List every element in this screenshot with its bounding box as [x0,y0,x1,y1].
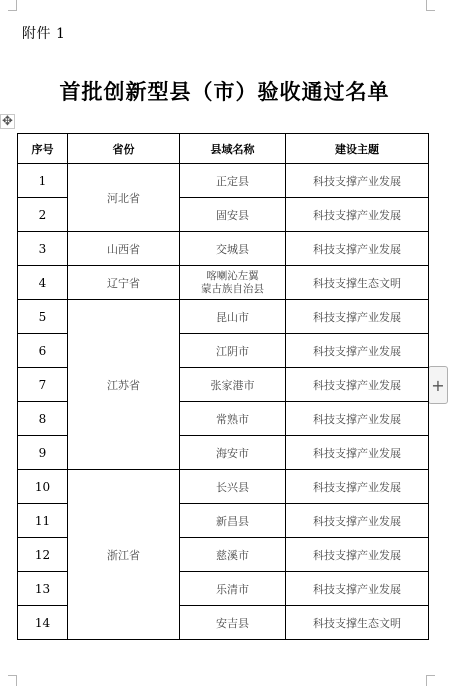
county-name: 新昌县 [180,504,286,538]
serial-no: 1 [18,164,68,198]
theme: 科技支撑产业发展 [286,164,429,198]
theme: 科技支撑生态文明 [286,266,429,300]
table-row [18,232,429,266]
table-row [18,300,429,334]
county-name: 交城县 [180,232,286,266]
county-name: 乐清市 [180,572,286,606]
theme: 科技支撑产业发展 [286,538,429,572]
page-corner-mark-top-right [426,0,435,11]
theme: 科技支撑产业发展 [286,198,429,232]
county-name: 正定县 [180,164,286,198]
page-corner-mark-top-left [8,0,17,11]
table-row [18,164,429,198]
page-corner-mark-bottom-left [8,675,17,686]
theme: 科技支撑产业发展 [286,470,429,504]
header-province: 省份 [68,134,180,164]
theme: 科技支撑产业发展 [286,402,429,436]
county-name: 张家港市 [180,368,286,402]
header-county-name: 县域名称 [180,134,286,164]
county-name: 固安县 [180,198,286,232]
county-name: 常熟市 [180,402,286,436]
theme: 科技支撑产业发展 [286,572,429,606]
plus-icon[interactable]: + [428,366,448,404]
serial-no: 4 [18,266,68,300]
serial-no: 10 [18,470,68,504]
county-name-line-1: 喀喇沁左翼 [206,269,259,282]
theme: 科技支撑产业发展 [286,504,429,538]
theme: 科技支撑产业发展 [286,368,429,402]
document-title: 首批创新型县（市）验收通过名单 [59,79,390,104]
county-name-line-2: 蒙古族自治县 [201,282,264,295]
serial-no: 6 [18,334,68,368]
serial-no: 3 [18,232,68,266]
serial-no: 2 [18,198,68,232]
serial-no: 12 [18,538,68,572]
serial-no: 11 [18,504,68,538]
attachment-label: 附件 1 [22,26,66,42]
theme: 科技支撑产业发展 [286,300,429,334]
page-corner-mark-bottom-right [426,675,435,686]
county-name: 长兴县 [180,470,286,504]
province-cell: 浙江省 [68,470,180,640]
county-name: 安吉县 [180,606,286,640]
county-name [180,266,286,300]
serial-no: 8 [18,402,68,436]
move-arrows-icon[interactable]: ✥ [0,114,15,129]
header-theme: 建设主题 [286,134,429,164]
serial-no: 7 [18,368,68,402]
theme: 科技支撑产业发展 [286,334,429,368]
county-list-table [17,133,429,640]
province-cell: 江苏省 [68,300,180,470]
theme: 科技支撑产业发展 [286,436,429,470]
county-name: 昆山市 [180,300,286,334]
serial-no: 13 [18,572,68,606]
header-serial-no: 序号 [18,134,68,164]
province-cell: 辽宁省 [68,266,180,300]
province-cell: 河北省 [68,164,180,232]
province-cell: 山西省 [68,232,180,266]
county-name: 江阴市 [180,334,286,368]
table-row [18,266,429,300]
county-name: 慈溪市 [180,538,286,572]
theme: 科技支撑生态文明 [286,606,429,640]
serial-no: 9 [18,436,68,470]
serial-no: 14 [18,606,68,640]
table-row [18,470,429,504]
county-name: 海安市 [180,436,286,470]
serial-no: 5 [18,300,68,334]
table-header-row [18,134,429,164]
theme: 科技支撑产业发展 [286,232,429,266]
